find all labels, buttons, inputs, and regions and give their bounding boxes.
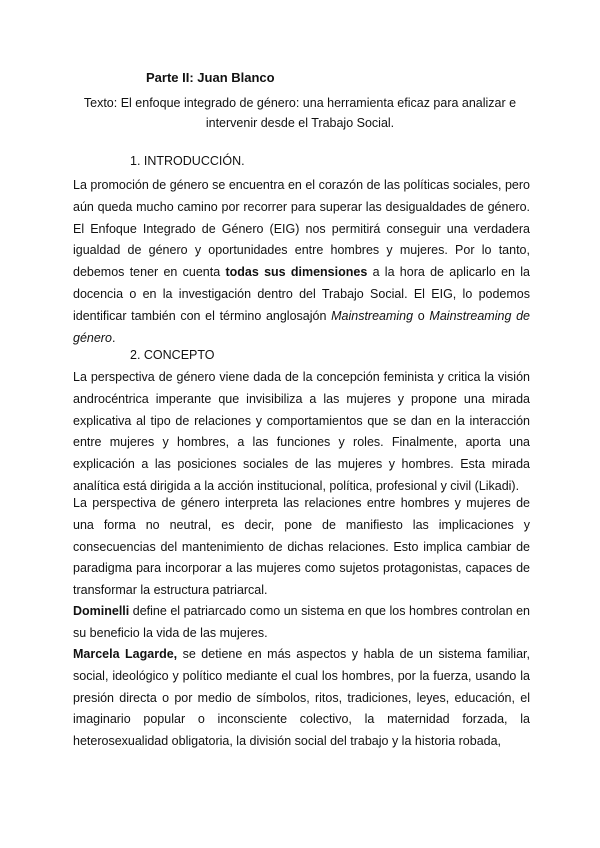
intro-paragraph [73, 175, 530, 349]
intro-text-a: La promoción de género se encuentra en el corazón de las políticas sociales, pero aún queda mucho camino por recorrer para superar las desigualdades de género. El Enfoque Integrado de Género (EIG) nos permitirá conseguir una verdadera igualdad de género y oportunidades entre hombres y mujeres. Por lo tanto, debemos tener en cuenta [73, 178, 530, 280]
lagarde-paragraph [73, 644, 530, 749]
dominelli-name: Dominelli [73, 604, 130, 618]
intro-bold-text: todas sus dimensiones [225, 265, 368, 280]
document-subtitle: Texto: El enfoque integrado de género: una herramienta eficaz para analizar e intervenir desde el Trabajo Social. [83, 96, 517, 130]
lagarde-name: Marcela Lagarde, [73, 647, 178, 661]
intro-text-c: o [413, 308, 430, 323]
intro-italic-term-2: Mainstreaming de género [73, 308, 530, 345]
part-title: Parte II: Juan Blanco [146, 70, 275, 85]
concepto-paragraph-1: La perspectiva de género viene dada de la concepción feminista y critica la visión androcéntrica imperante que invisibiliza a las mujeres y propone una mirada explicativa al tipo de relaciones y comportamientos que se dan en la interacción entre mujeres y hombres, a las funciones y roles. Finalmente, aporta una explicación a las posiciones sociales de las mujeres y hombres. Esta mirada analítica está dirigida a la acción institucional, política, profesional y civil (Likadi). [73, 370, 530, 493]
dominelli-paragraph [73, 601, 530, 645]
intro-italic-term-1: Mainstreaming [331, 308, 414, 323]
intro-text-d: . [111, 330, 116, 345]
dominelli-text: define el patriarcado como un sistema en que los hombres controlan en su beneficio la vida de las mujeres. [73, 604, 530, 640]
concepto-paragraph-2-text: La perspectiva de género interpreta las relaciones entre hombres y mujeres de una forma no neutral, es decir, pone de manifiesto las implicaciones y consecuencias del mantenimiento de dichas relaciones. Esto implica cambiar de paradigma para incorporar a las mujeres como sujetos protagonistas, capaces de transformar la estructura patriarcal. [73, 496, 530, 598]
concepto-paragraph-2 [73, 493, 530, 602]
intro-text-b: a la hora de aplicarlo en la docencia o en la investigación dentro del Trabajo Social. El EIG, lo podemos identificar también con el término anglosajón [73, 265, 530, 323]
lagarde-text: se detiene en más aspectos y habla de un sistema familiar, social, ideológico y político mediante el cual los hombres, por la fuerza, usando la presión directa o por medio de símbolos, ritos, tradiciones, leyes, educación, el imaginario popular o inconsciente colectivo, la maternidad forzada, la heterosexualidad obligatoria, la división social del trabajo y la historia robada, [73, 647, 530, 749]
section-heading-introduccion: 1. INTRODUCCIÓN. [130, 154, 245, 168]
section-heading-concepto: 2. CONCEPTO [130, 348, 215, 362]
